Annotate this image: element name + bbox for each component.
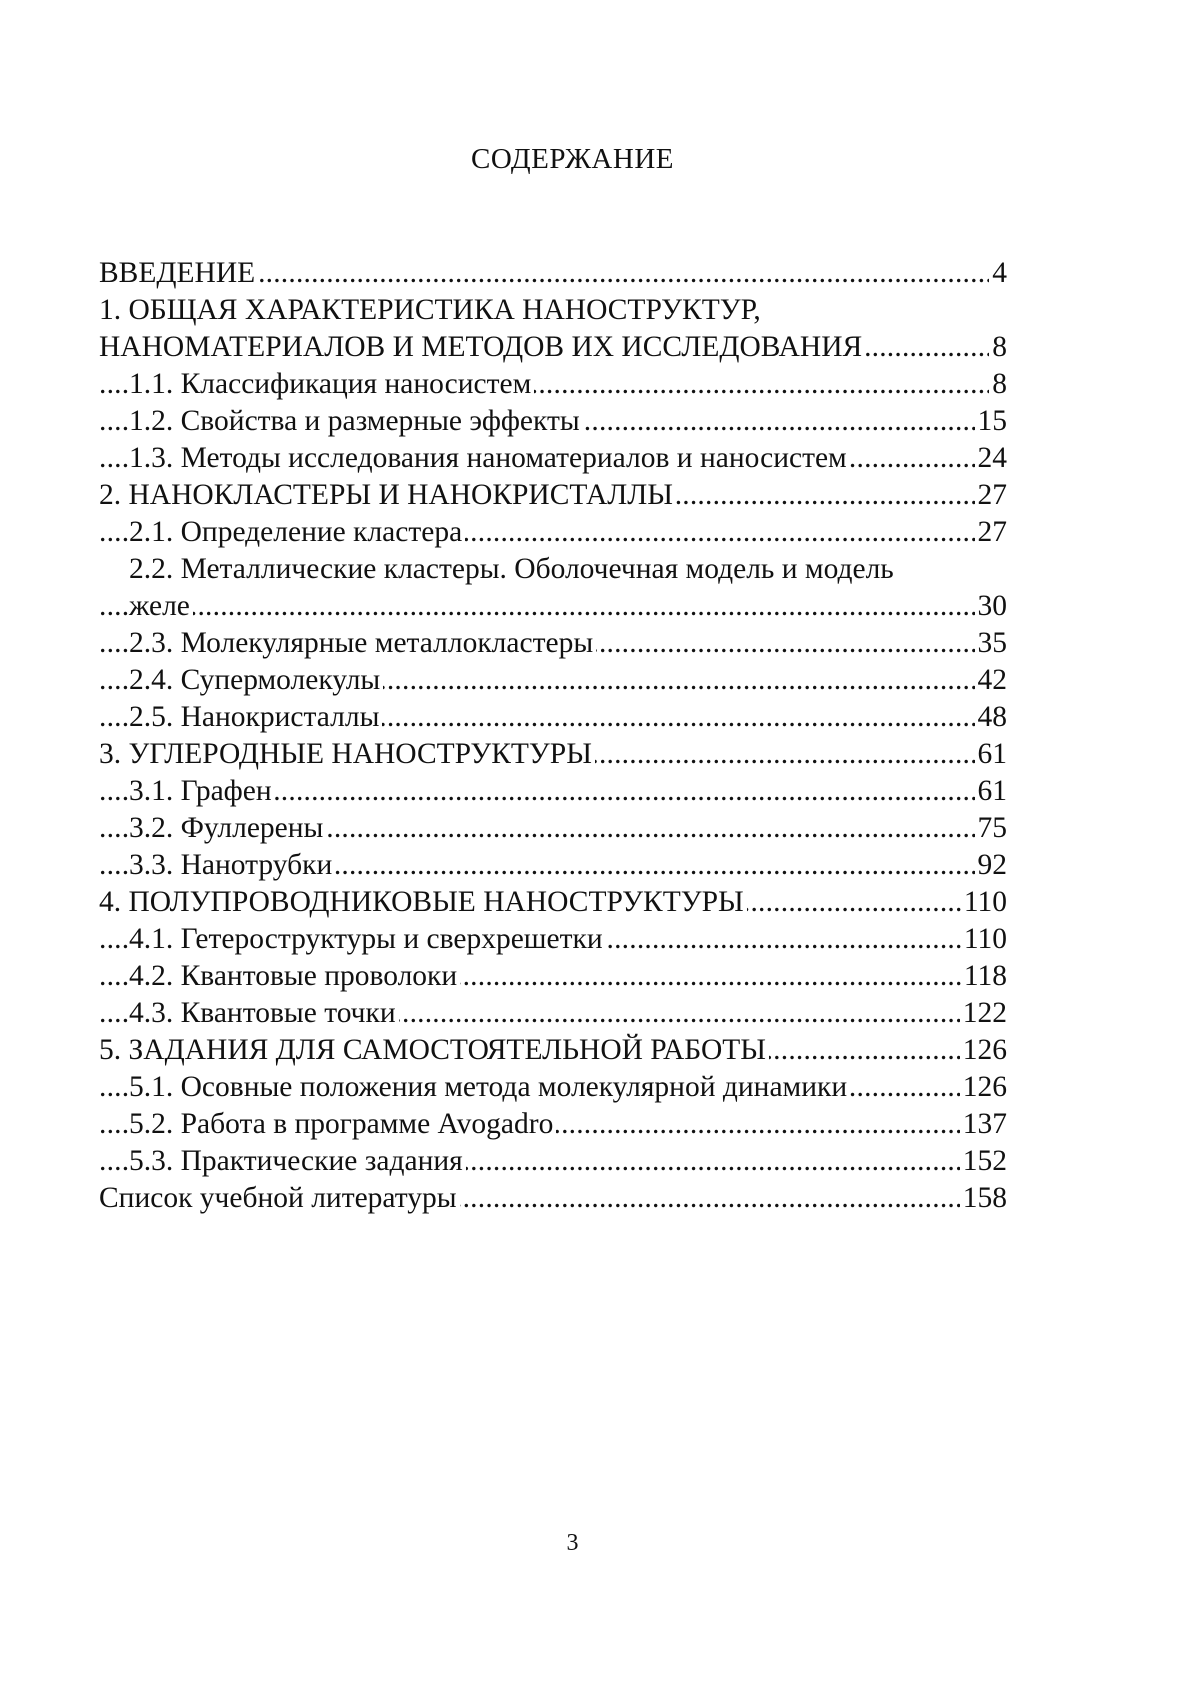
toc-entry-page: 75 xyxy=(975,810,1008,847)
toc-entry-page: 27 xyxy=(975,514,1008,551)
toc-entry-title: 1.2. Свойства и размерные эффекты xyxy=(129,403,583,440)
toc-entry-page: 15 xyxy=(975,403,1008,440)
toc-entry xyxy=(99,736,1007,773)
toc-entry-page: 27 xyxy=(975,477,1008,514)
toc-entry xyxy=(99,403,1007,440)
toc-entry xyxy=(99,699,1007,736)
toc-entry xyxy=(99,958,1007,995)
toc-entry-title: желе xyxy=(129,588,193,625)
toc-entry xyxy=(99,477,1007,514)
toc-entry-title: 4.1. Гетероструктуры и сверхрешетки xyxy=(129,921,606,958)
toc-entry-page: 24 xyxy=(975,440,1008,477)
toc-leader-dots xyxy=(99,588,1007,625)
toc-entry-page: 126 xyxy=(960,1069,1007,1106)
toc-entry-page: 122 xyxy=(960,995,1007,1032)
toc-entry xyxy=(99,773,1007,810)
toc-entry-page: 48 xyxy=(975,699,1008,736)
toc-entry-page: 35 xyxy=(975,625,1008,662)
toc-entry xyxy=(99,292,1007,329)
toc-entry-title: 3.1. Графен xyxy=(129,773,275,810)
toc-entry-title: 2.3. Молекулярные металлокластеры xyxy=(129,625,596,662)
toc-entry-title: ВВЕДЕНИЕ xyxy=(99,255,258,292)
toc-entry-title: 3. УГЛЕРОДНЫЕ НАНОСТРУКТУРЫ xyxy=(99,736,595,773)
toc-entry xyxy=(99,514,1007,551)
toc-entry xyxy=(99,662,1007,699)
toc-entry-title: Список учебной литературы xyxy=(99,1180,460,1217)
toc-entry-page: 92 xyxy=(975,847,1008,884)
toc-entry-page: 61 xyxy=(975,773,1008,810)
toc-entry-page: 30 xyxy=(975,588,1008,625)
toc-entry xyxy=(99,995,1007,1032)
toc-entry-page: 61 xyxy=(975,736,1008,773)
toc-entry xyxy=(99,551,1007,588)
toc-entry-title: 3.2. Фуллерены xyxy=(129,810,326,847)
toc-entry xyxy=(99,440,1007,477)
toc-entry-page: 8 xyxy=(989,329,1007,366)
toc-entry-title: НАНОМАТЕРИАЛОВ И МЕТОДОВ ИХ ИССЛЕДОВАНИЯ xyxy=(99,329,865,366)
toc-entry-title: 4.3. Квантовые точки xyxy=(129,995,399,1032)
toc-entry-title: 5.3. Практические задания xyxy=(129,1143,466,1180)
toc-entry xyxy=(99,1106,1007,1143)
toc-entry-page: 110 xyxy=(961,921,1007,958)
toc-entry-title: 2.1. Определение кластера xyxy=(129,514,465,551)
toc-entry-title: 5.1. Осовные положения метода молекулярной динамики xyxy=(129,1069,850,1106)
toc-entry xyxy=(99,329,1007,366)
toc-entry xyxy=(99,1143,1007,1180)
toc-entry-title: 2.2. Металлические кластеры. Оболочечная модель и модель xyxy=(129,551,897,588)
toc-entry-title: 5. ЗАДАНИЯ ДЛЯ САМОСТОЯТЕЛЬНОЙ РАБОТЫ xyxy=(99,1032,769,1069)
toc-entry-title: 4. ПОЛУПРОВОДНИКОВЫЕ НАНОСТРУКТУРЫ xyxy=(99,884,747,921)
toc-entry-title: 2. НАНОКЛАСТЕРЫ И НАНОКРИСТАЛЛЫ xyxy=(99,477,676,514)
toc-entry-title: 4.2. Квантовые проволоки xyxy=(129,958,460,995)
toc-entry-page: 110 xyxy=(961,884,1007,921)
toc-entry-page: 158 xyxy=(960,1180,1007,1217)
toc-entry xyxy=(99,1032,1007,1069)
toc-entry xyxy=(99,366,1007,403)
toc-entry xyxy=(99,588,1007,625)
page-title: СОДЕРЖАНИЕ xyxy=(471,143,674,175)
toc-entry-page: 126 xyxy=(960,1032,1007,1069)
toc-entry-title: 1. ОБЩАЯ ХАРАКТЕРИСТИКА НАНОСТРУКТУР, xyxy=(99,292,764,329)
toc-entry xyxy=(99,884,1007,921)
toc-entry-title: 3.3. Нанотрубки xyxy=(129,847,335,884)
toc-entry-title: 2.4. Супермолекулы xyxy=(129,662,383,699)
toc-entry xyxy=(99,810,1007,847)
toc-entry-title: 1.1. Классификация наносистем xyxy=(129,366,534,403)
toc-entry-page: 118 xyxy=(961,958,1007,995)
toc-entry-title: 1.3. Методы исследования наноматериалов и наносистем xyxy=(129,440,850,477)
toc-entry-page: 137 xyxy=(960,1106,1007,1143)
toc-entry-page: 4 xyxy=(989,255,1007,292)
toc-entry xyxy=(99,255,1007,292)
toc-entry-title: 5.2. Работа в программе Avogadro xyxy=(129,1106,556,1143)
toc-entry-page: 152 xyxy=(960,1143,1007,1180)
table-of-contents xyxy=(99,255,1007,1217)
toc-entry xyxy=(99,1180,1007,1217)
toc-entry-page: 8 xyxy=(989,366,1007,403)
toc-entry-page: 42 xyxy=(975,662,1008,699)
toc-entry xyxy=(99,921,1007,958)
toc-entry-title: 2.5. Нанокристаллы xyxy=(129,699,382,736)
page-number: 3 xyxy=(566,1530,579,1556)
toc-entry xyxy=(99,847,1007,884)
toc-entry xyxy=(99,625,1007,662)
toc-entry xyxy=(99,1069,1007,1106)
